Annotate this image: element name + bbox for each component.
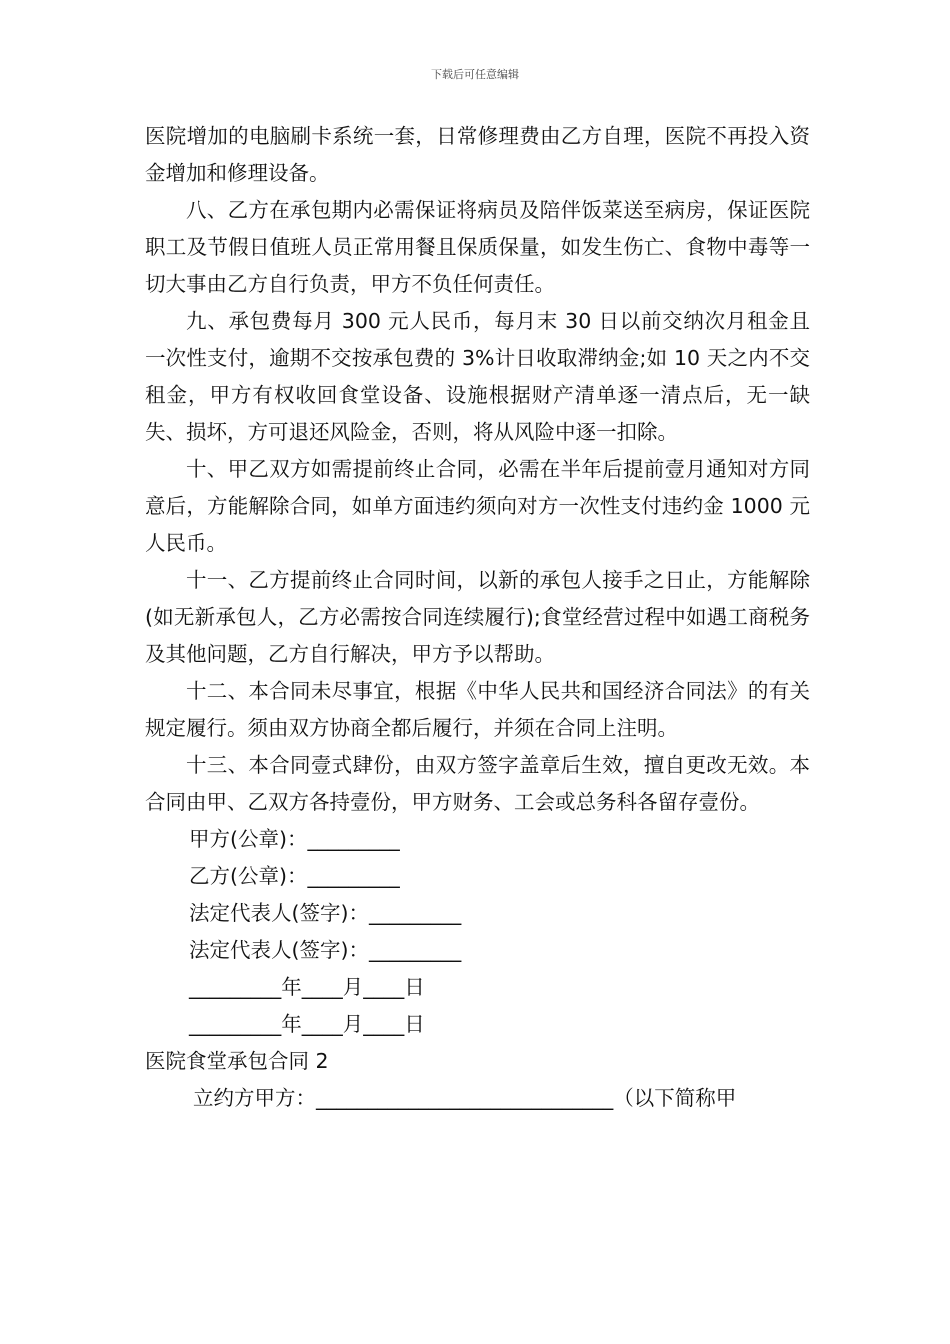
clause-10: 十、甲乙双方如需提前终止合同，必需在半年后提前壹月通知对方同意后，方能解除合同，如单方面违约须向对方一次性支付违约金 1000 元人民币。 <box>145 457 810 555</box>
signature-party-b: 乙方(公章)：_________ <box>189 864 400 888</box>
next-contract-title: 医院食堂承包合同 2 <box>145 1049 329 1073</box>
signature-date-2: _________年____月____日 <box>189 1012 425 1036</box>
clause-12: 十二、本合同未尽事宜，根据《中华人民共和国经济合同法》的有关规定履行。须由双方协商全都后履行，并须在合同上注明。 <box>145 679 810 740</box>
next-contract-first-line: 立约方甲方：_____________________________（以下简称甲 <box>193 1086 737 1110</box>
signature-date-1: _________年____月____日 <box>189 975 425 999</box>
clause-9: 九、承包费每月 300 元人民币，每月末 30 日以前交纳次月租金且一次性支付，逾期不交按承包费的 3%计日收取滞纳金;如 10 天之内不交租金，甲方有权收回食堂设备、设施根据财产清单逐一清点后，无一缺失、损坏，方可退还风险金，否则，将从风险中逐一扣除。 <box>145 309 810 444</box>
page-header: 下载后可任意编辑 <box>431 68 519 81</box>
clause-13: 十三、本合同壹式肆份，由双方签字盖章后生效，擅自更改无效。本合同由甲、乙双方各持壹份，甲方财务、工会或总务科各留存壹份。 <box>145 753 810 814</box>
signature-representative-2: 法定代表人(签字)：_________ <box>189 938 462 962</box>
signature-party-a: 甲方(公章)：_________ <box>189 827 400 851</box>
contract-body <box>145 118 810 1117</box>
clause-8: 八、乙方在承包期内必需保证将病员及陪伴饭菜送至病房，保证医院职工及节假日值班人员正常用餐且保质保量，如发生伤亡、食物中毒等一切大事由乙方自行负责，甲方不负任何责任。 <box>145 198 810 296</box>
clause-11: 十一、乙方提前终止合同时间，以新的承包人接手之日止，方能解除(如无新承包人，乙方必需按合同连续履行);食堂经营过程中如遇工商税务及其他问题，乙方自行解决，甲方予以帮助。 <box>145 568 810 666</box>
signature-representative-1: 法定代表人(签字)：_________ <box>189 901 462 925</box>
paragraph-continuation: 医院增加的电脑刷卡系统一套，日常修理费由乙方自理，医院不再投入资金增加和修理设备。 <box>145 124 810 185</box>
